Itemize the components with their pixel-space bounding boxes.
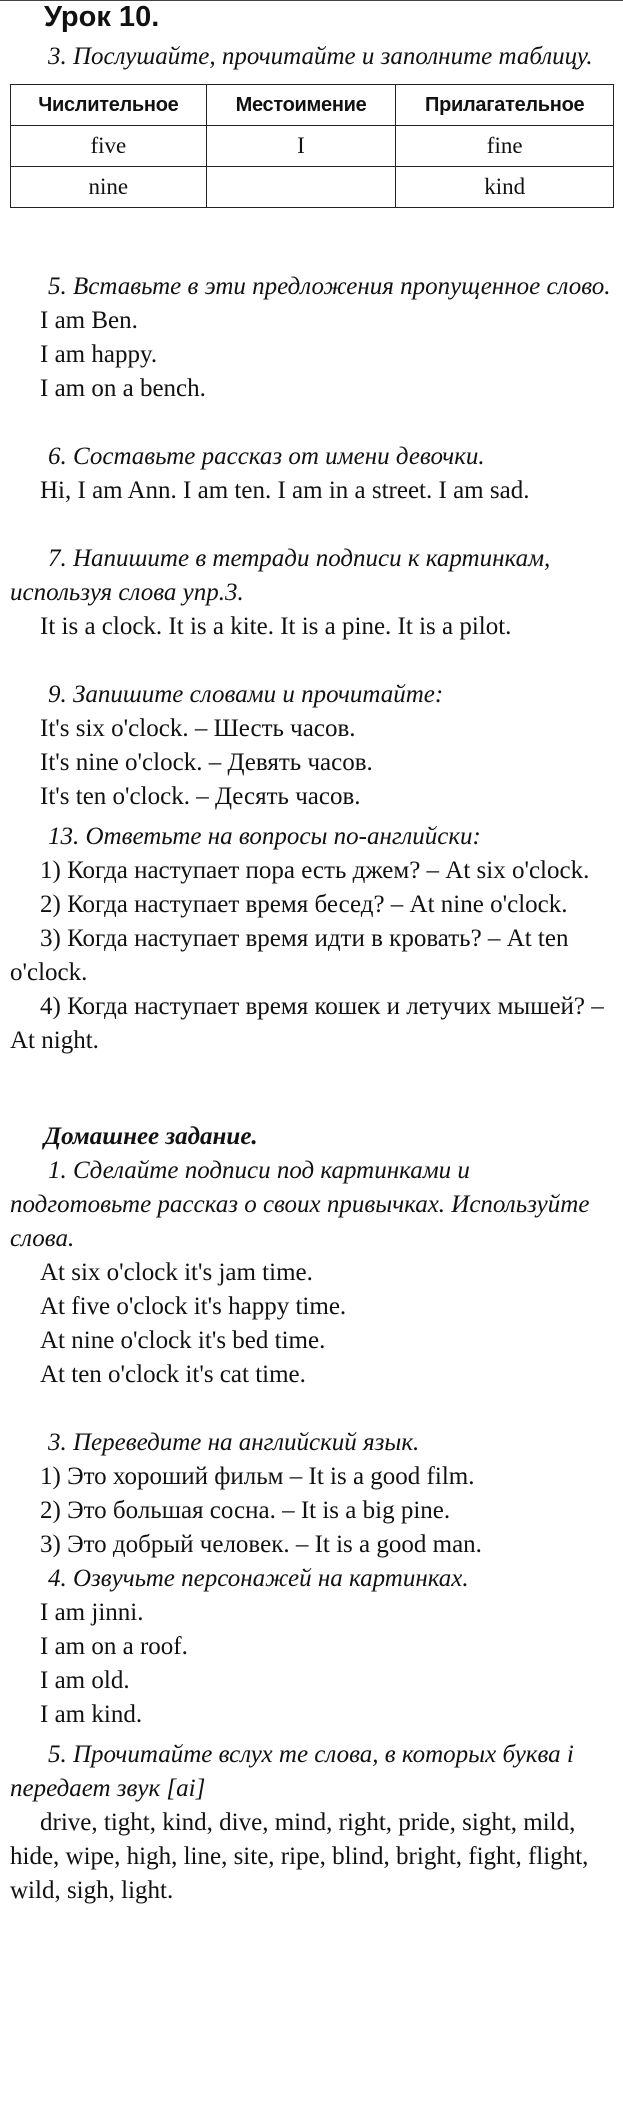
table-cell xyxy=(206,167,396,208)
answer-line: I am jinni. xyxy=(40,1599,144,1626)
table-cell: nine xyxy=(11,167,207,208)
homework-3-task: 3. Переведите на английский язык. xyxy=(48,1429,420,1456)
exercise-6-answer: Hi, I am Ann. I am ten. I am in a street. I am sad. xyxy=(40,477,530,504)
table-cell: I xyxy=(206,126,396,167)
exercise-7-answer: It is a clock. It is a kite. It is a pine. It is a pilot. xyxy=(40,613,512,640)
answer-line: I am Ben. xyxy=(40,307,138,334)
homework-title: Домашнее задание. xyxy=(44,1123,258,1150)
answer-line: I am on a roof. xyxy=(40,1633,188,1660)
exercise-9-task: 9. Запишите словами и прочитайте: xyxy=(48,681,444,708)
table-row xyxy=(11,126,614,167)
table-header-row xyxy=(11,85,614,126)
answer-line: I am kind. xyxy=(40,1701,143,1728)
column-header: Числительное xyxy=(11,85,207,126)
answer-line: 2) Это большая сосна. – It is a big pine. xyxy=(40,1497,451,1524)
homework-1-task: 1. Сделайте подписи под картинками и подготовьте рассказ о своих привычках. Используйте слова. xyxy=(10,1157,590,1252)
answer-line: 1) Это хороший фильм – It is a good film. xyxy=(40,1463,475,1490)
answer-line: It's nine o'clock. – Девять часов. xyxy=(40,749,373,776)
answer-line: I am on a bench. xyxy=(40,375,206,402)
exercise-3-task: 3. Послушайте, прочитайте и заполните таблицу. xyxy=(48,43,593,70)
answer-line: It's six o'clock. – Шесть часов. xyxy=(40,715,356,742)
answer-line: It's ten o'clock. – Десять часов. xyxy=(40,783,361,810)
table-row xyxy=(11,167,614,208)
top-rule xyxy=(0,0,623,1)
exercise-13-task: 13. Ответьте на вопросы по-английски: xyxy=(48,823,481,850)
answer-line: 1) Когда наступает пора есть джем? – At six o'clock. xyxy=(40,857,590,884)
lesson-title: Урок 10. xyxy=(44,1,160,33)
answer-line: I am old. xyxy=(40,1667,130,1694)
exercise-5-task: 5. Вставьте в эти предложения пропущенное слово. xyxy=(48,273,611,300)
column-header: Местоимение xyxy=(206,85,396,126)
answer-line: 4) Когда наступает время кошек и летучих мышей? – At night. xyxy=(10,993,604,1054)
exercise-6-task: 6. Составьте рассказ от имени девочки. xyxy=(48,443,485,470)
table-cell: kind xyxy=(396,167,614,208)
table-cell: fine xyxy=(396,126,614,167)
column-header: Прилагательное xyxy=(396,85,614,126)
answer-line: At ten o'clock it's cat time. xyxy=(40,1361,306,1388)
answer-line: At five o'clock it's happy time. xyxy=(40,1293,347,1320)
answer-line: 3) Это добрый человек. – It is a good man. xyxy=(40,1531,482,1558)
answer-line: At six o'clock it's jam time. xyxy=(40,1259,313,1286)
homework-5-answer: drive, tight, kind, dive, mind, right, pride, sight, mild, hide, wipe, high, line, site, ripe, blind, bright, fight, flight, wild, sigh, light. xyxy=(10,1809,589,1904)
word-table xyxy=(10,84,614,208)
answer-line: 3) Когда наступает время идти в кровать? – At ten o'clock. xyxy=(10,925,569,986)
homework-5-task: 5. Прочитайте вслух те слова, в которых буква i передает звук [ai] xyxy=(10,1741,574,1802)
answer-line: I am happy. xyxy=(40,341,158,368)
table-cell: five xyxy=(11,126,207,167)
answer-line: 2) Когда наступает время бесед? – At nine o'clock. xyxy=(40,891,568,918)
answer-line: At nine o'clock it's bed time. xyxy=(40,1327,326,1354)
exercise-7-task: 7. Напишите в тетради подписи к картинкам, используя слова упр.3. xyxy=(10,545,551,606)
homework-4-task: 4. Озвучьте персонажей на картинках. xyxy=(48,1565,469,1592)
